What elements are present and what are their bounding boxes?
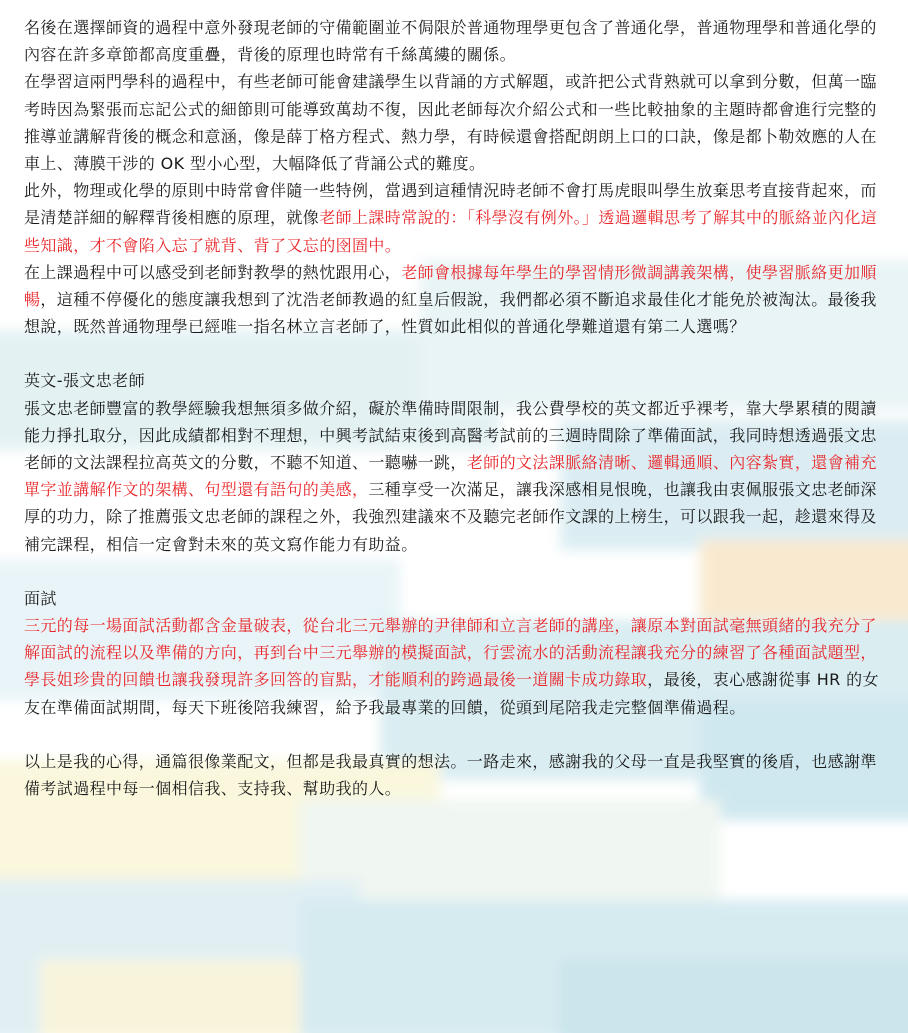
body-text: ，這種不停優化的態度讓我想到了沈浩老師教過的紅皇后假說，我們都必須不斷追求最佳化才能免於被淘汰。最後我想說，既然普通物理學已經唯一指名林立言老師了，性質如此相似的普通化學難道還有第二人選嗎？: [24, 290, 877, 337]
body-text: 此外，物理或化學的原則中時常會伴隨一些特例，當遇到這種情況時老師不會打馬虎眼叫學生放棄思考直接背起來，而是清楚詳細的解釋背後相應的原理，就像: [24, 181, 877, 228]
paragraph: [24, 259, 888, 341]
paragraph: [24, 177, 888, 259]
paragraph: [24, 367, 888, 394]
paragraph: [24, 68, 888, 177]
paragraph-gap: [24, 558, 888, 585]
paragraph-gap: [24, 340, 888, 367]
body-text: 面試: [24, 588, 57, 608]
highlighted-text: 老師的文法課脈絡清晰、邏輯通順、內容紮實，還會補充單字並講解作文的架構、句型還有語句的美感，: [24, 453, 877, 500]
body-text: 張文忠老師豐富的教學經驗我想無須多做介紹，礙於準備時間限制，我公費學校的英文都近乎裸考，靠大學累積的閱讀能力掙扎取分，因此成績都相對不理想，中興考試結束後到高醫考試前的三週時間除了準備面試，我同時想透過張文忠老師的文法課程拉高英文的分數，不聽不知道、一聽嚇一跳，: [24, 398, 877, 473]
body-text: 在上課過程中可以感受到老師對教學的熱忱跟用心，: [24, 262, 402, 282]
highlighted-text: 老師會根據每年學生的學習情形微調講義架構，使學習脈絡更加順暢: [24, 262, 877, 310]
paragraph: [24, 395, 888, 558]
highlighted-text: 三元的每一場面試活動都含金量破表，從台北三元舉辦的尹律師和立言老師的講座，讓原本對面試毫無頭緒的我充分了解面試的流程以及準備的方向，再到台中三元舉辦的模擬面試，行雲流水的活動流程讓我充分的練習了各種面試題型，學長姐珍貴的回饋也讓我發現許多回答的盲點，才能順利的跨過最後一道關卡成功錄取: [24, 616, 877, 690]
paragraph-gap: [24, 721, 888, 748]
paragraph: [24, 748, 888, 802]
body-text: 名後在選擇師資的過程中意外發現老師的守備範圍並不侷限於普通物理學更包含了普通化學，普通物理學和普通化學的內容在許多章節都高度重疊，背後的原理也時常有千絲萬縷的關係。: [24, 18, 877, 65]
body-text: 在學習這兩門學科的過程中，有些老師可能會建議學生以背誦的方式解題，或許把公式背熟就可以拿到分數，但萬一臨考時因為緊張而忘記公式的細節則可能導致萬劫不復，因此老師每次介紹公式和一些比較抽象的主題時都會進行完整的推導並講解背後的概念和意涵，像是薛丁格方程式、熱力學，有時候還會搭配朗朗上口的口訣，像是都卜勒效應的人在車上、薄膜干涉的 OK 型小心型，大幅降低了背誦公式的難度。: [24, 72, 877, 174]
highlighted-text: 老師上課時常說的：「科學沒有例外。」透過邏輯思考了解其中的脈絡並內化這些知識，才不會陷入忘了就背、背了又忘的囹圄中。: [24, 208, 878, 255]
body-text: ，最後，衷心感謝從事 HR 的女友在準備面試期間，每天下班後陪我練習，給予我最專業的回饋，從頭到尾陪我走完整個準備過程。: [24, 670, 879, 717]
body-text: 以上是我的心得，通篇很像業配文，但都是我最真實的想法。一路走來，感謝我的父母一直是我堅實的後盾，也感謝準備考試過程中每一個相信我、支持我、幫助我的人。: [24, 751, 877, 799]
paragraph: [24, 14, 888, 68]
body-text: 三種享受一次滿足，讓我深感相見恨晚，也讓我由衷佩服張文忠老師深厚的功力，除了推薦張文忠老師的課程之外，我強烈建議來不及聽完老師作文課的上榜生，可以跟我一起，趁還來得及補完課程，相信一定會對未來的英文寫作能力有助益。: [24, 480, 877, 554]
document-body: [24, 14, 888, 802]
body-text: 英文-張文忠老師: [24, 371, 145, 391]
paragraph: [24, 585, 888, 612]
paragraph: [24, 612, 888, 721]
